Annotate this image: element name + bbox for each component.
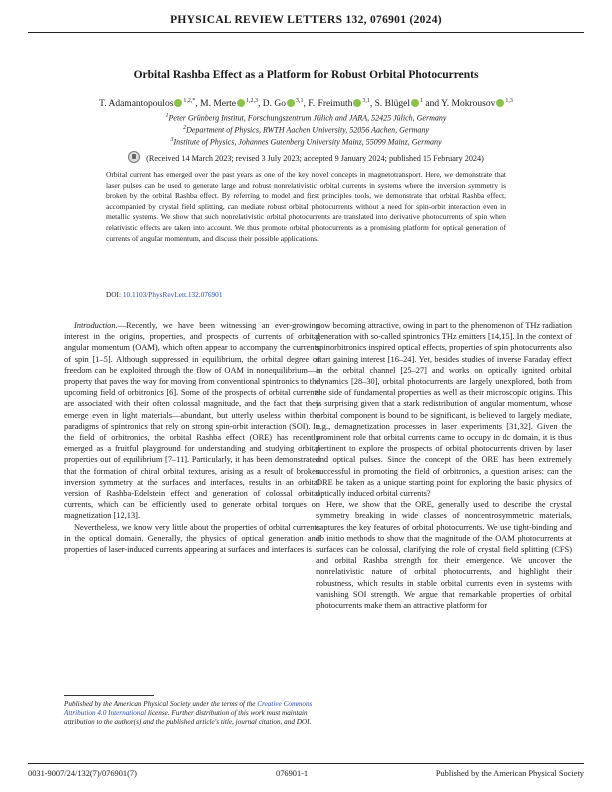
paragraph-intro: Introduction.—Recently, we have been witnessing an ever-growing interest in the origins, properties, and prospects of currents of orbital angular momentum (OAM), which often appear to accompany the currents of spin [1–5]. Although suppressed in equilibrium, the orbital degree of freedom can be exploited through the flow of OAM in nonequilibrium—a property that paves the way for moving from conventional spintronics to the upcoming field of orbitronics [6]. Some of the prospects of orbital currents are associated with their often colossal magnitude, and the fact that they emerge even in light materials—abundant, but utterly useless within the paradigms of spintronics that rely on strong spin-orbit interaction (SOI). In the field of orbitronics, the orbital Rashba effect (ORE) has recently emerged as a fruitful playground for understanding and studying orbital properties out of equilibrium [7–11]. Particularly, it has been demonstrated that the formation of chiral orbital textures, arising as a result of broken inversion symmetry at the surfaces and interfaces, results in an orbital version of Rashba-Edelstein effect and generation of colossal orbital currents, which can be efficiently used to generate orbital torques on magnetization [12,13]. [64,321,320,521]
author: D. Go $^{3,1}$ [262,98,304,110]
journal-header: PHYSICAL REVIEW LETTERS 132, 076901 (2024) [170,14,442,26]
author: T. Adamantopoulos $^{1,2,*}$ [99,98,196,110]
author: F. Freimuth $^{3,1}$ [308,98,370,110]
orcid-icon[interactable] [411,99,419,107]
author: M. Merte $^{1,2,3}$ [200,98,259,110]
doi-link[interactable]: 10.1103/PhysRevLett.132.076901 [122,290,223,299]
affiliation-2: $^2$Department of Physics, RWTH Aachen University, 52056 Aachen, Germany [183,125,429,135]
author-list: T. Adamantopoulos $^{1,2,*}$, M. Merte $^{1,2,3}$, D. Go $^{3,1}$, F. Freimuth $^{3,1}$, S. Blügel $^1$ and Y. Mokrousov $^{1,3}$ [99,98,513,110]
paragraph-here-we-show: Here, we show that the ORE, generally used to describe the crystal symmetry breaking in wide classes of noncentrosymmetric materials, captures the key features of orbital photocurrents. We use tight-binding and ab initio methods to show that the magnitude of the OAM photocurrents at surfaces can be colossal, clarifying the role of crystal field splitting (CFS) and orbital Rashba strength for their emergence. We uncover the nonrelativistic nature of orbital photocurrents, and highlight their robustness, which results in stable orbital currents even in systems with vanishing SOI strength. We argue that remarkable properties of orbital photocurrents make them an attractive platform for [316,500,572,611]
paragraph-nevertheless: Nevertheless, we know very little about the properties of orbital currents in the optical domain. Generally, the physics of optical generation and properties of laser-induced currents appearing at surfaces and interfaces is [64,522,320,555]
license-link[interactable]: Creative Commons Attribution 4.0 International [64,700,313,718]
received-dates: (Received 14 March 2023; revised 3 July 2023; accepted 9 January 2024; published 15 February 2024) [0,151,612,164]
orcid-icon[interactable] [353,99,361,107]
footer-rule [28,763,584,764]
orcid-icon[interactable] [287,99,295,107]
doi-line: DOI: 10.1103/PhysRevLett.132.076901 [106,290,223,299]
affiliation-1: $^1$Peter Grünberg Institut, Forschungszentrum Jülich and JARA, 52425 Jülich, Germany [165,113,447,123]
article-title: Orbital Rashba Effect as a Platform for Robust Orbital Photocurrents [133,69,479,81]
right-column [316,320,572,611]
header-rule [28,32,584,33]
paragraph-continued: now becoming attractive, owing in part to the phenomenon of THz radiation generation with so-called spintronics THz emitters [14,15]. In the context of spinorbitronics inspired optical effects, properties of spin photocurrents also start gaining interest [16–24]. Yet, besides studies of inverse Faraday effect in the orbital channel [25–27] and works on optically ignited orbital dynamics [28–30], orbital photocurrents are largely unexplored, both from the side of fundamental properties as well as their microscopic origins. This is surprising given that a stark redistribution of angular momentum, whose orbital component is bound to be significant, is believed to largely mediate, e.g., demagnetization processes in laser experiments [31,32]. Given the prominent role that orbital currents came to occupy in dc domain, it is thus pertinent to explore the prospects of orbital photocurrents driven by laser and optical pulses. Since the concept of the ORE has been extremely successful in promoting the field of orbitronics, a question arises: can the ORE be taken as a unique starting point for exploring the basic physics of optically induced orbital currents? [316,321,572,499]
orcid-icon[interactable] [496,99,504,107]
author: S. Blügel $^1$ [374,98,423,110]
abstract: Orbital current has emerged over the past years as one of the key novel concepts in magnetotransport. Here, we demonstrate that laser pulses can be used to generate large and robust nonrelativistic orbital currents in systems where the inversion symmetry is broken by the orbital Rashba effect. By referring to model and first principles tools, we demonstrate that orbital Rashba effect, accompanied by crystal field splitting, can mediate robust orbital photocurrents without a need for spin-orbit interaction even in metallic systems. We show that such nonrelativistic orbital photocurrents are translated into derivative photocurrents of spin when relativistic effects are taken into account. We thus promote orbital photocurrents as a promising platform for optical generation of currents of angular momentum, and discuss their possible applications. [106,170,506,243]
license-footnote: Published by the American Physical Society under the terms of the Creative Commons Attribution 4.0 International license. Further distribution of this work must maintain attribution to the author(s) and the published article's title, journal citation, and DOI. [64,700,313,727]
orcid-icon[interactable] [237,99,245,107]
footnote-rule [64,695,154,696]
orcid-icon[interactable] [174,99,182,107]
left-column [64,320,320,555]
authors-connector: and [425,99,440,110]
page-number: 076901-1 [276,769,309,778]
publisher-line: Published by the American Physical Society [435,769,584,778]
footer-code: 0031-9007/24/132(7)/076901(7) [28,769,137,778]
check-for-updates-icon[interactable] [128,151,140,163]
author: Y. Mokrousov $^{1,3}$ [441,98,513,110]
affiliation-3: $^3$Institute of Physics, Johannes Gutenberg University Mainz, 55099 Mainz, Germany [170,137,442,147]
